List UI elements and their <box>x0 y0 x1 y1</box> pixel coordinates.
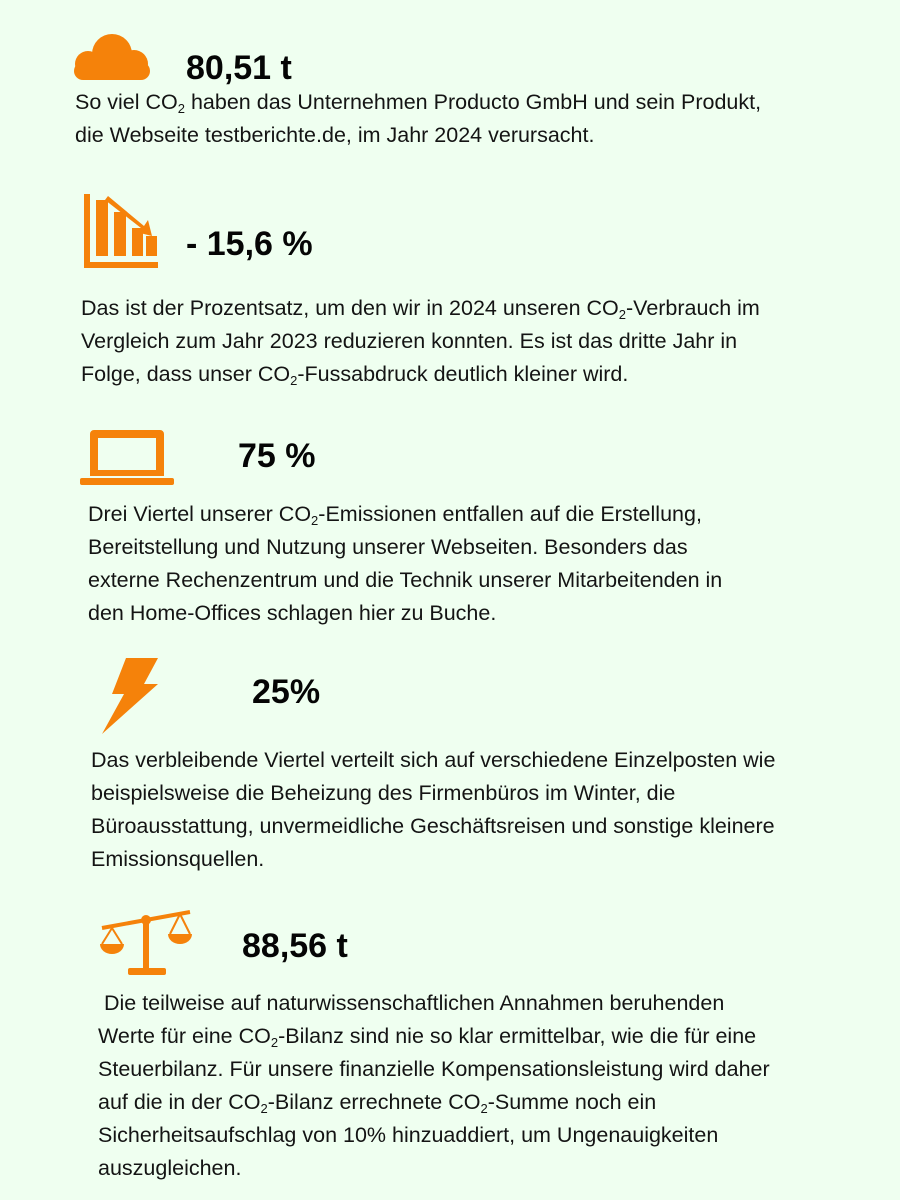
text-line: Folge, dass unser $CO_2$-Fussabdruck deutlich kleiner wird. <box>81 362 629 388</box>
declining-bar-chart-icon <box>84 194 160 270</box>
text-line: den Home-Offices schlagen hier zu Buche. <box>88 601 497 625</box>
stat-description <box>91 744 775 876</box>
laptop-icon <box>80 428 176 488</box>
text-line: So viel $CO_2$ haben das Unternehmen Producto GmbH und sein Produkt, <box>75 90 762 116</box>
stat-description <box>81 292 760 391</box>
stat-value: 80,51 t <box>186 49 292 87</box>
stat-value: 75 % <box>238 437 316 475</box>
stat-value: - 15,6 % <box>186 225 313 263</box>
text-line: Werte für eine $CO_2$-Bilanz sind nie so klar ermittelbar, wie die für eine <box>98 1024 757 1050</box>
text-line: Das ist der Prozentsatz, um den wir in 2024 unseren $CO_2$-Verbrauch im <box>81 296 760 322</box>
text-line: Sicherheitsaufschlag von 10% hinzuaddiert, um Ungenauigkeiten <box>98 1123 719 1147</box>
text-line: auf die in der $CO_2$-Bilanz errechnete $CO_2$-Summe noch ein <box>98 1090 657 1116</box>
text-line: Drei Viertel unserer $CO_2$-Emissionen entfallen auf die Erstellung, <box>88 502 702 528</box>
text-line: Steuerbilanz. Für unsere finanzielle Kompensationsleistung wird daher <box>98 1057 770 1081</box>
text-line: Vergleich zum Jahr 2023 reduzieren konnten. Es ist das dritte Jahr in <box>81 329 738 353</box>
stat-description <box>88 498 722 630</box>
text-line: Büroausstattung, unvermeidliche Geschäftsreisen und sonstige kleinere <box>91 814 775 838</box>
balance-scale-icon <box>98 908 198 978</box>
stat-value: 25% <box>252 673 321 711</box>
text-line: Emissionsquellen. <box>91 847 265 871</box>
cloud-icon <box>68 32 154 82</box>
stat-description <box>98 987 770 1185</box>
stat-value: 88,56 t <box>242 927 348 965</box>
text-line: beispielsweise die Beheizung des Firmenbüros im Winter, die <box>91 781 676 805</box>
stat-description <box>75 86 761 152</box>
text-line: Das verbleibende Viertel verteilt sich auf verschiedene Einzelposten wie <box>91 748 776 772</box>
lightning-bolt-icon <box>100 656 162 736</box>
text-line: die Webseite testberichte.de, im Jahr 2024 verursacht. <box>75 123 595 147</box>
text-line: auszugleichen. <box>98 1156 242 1180</box>
text-line: externe Rechenzentrum und die Technik unserer Mitarbeitenden in <box>88 568 723 592</box>
text-line: Bereitstellung und Nutzung unserer Webseiten. Besonders das <box>88 535 688 559</box>
text-line: Die teilweise auf naturwissenschaftlichen Annahmen beruhenden <box>98 991 725 1015</box>
